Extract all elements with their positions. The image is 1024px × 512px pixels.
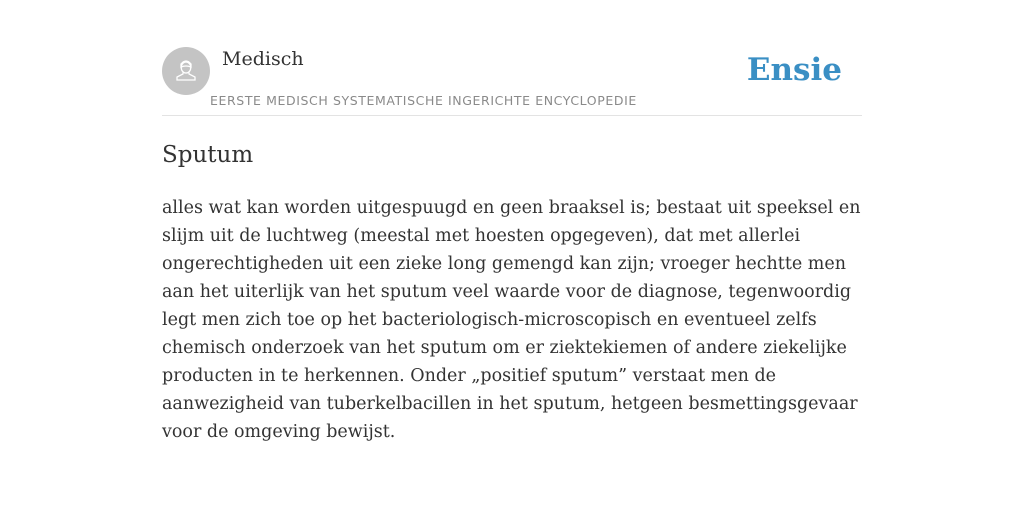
source-header — [162, 47, 862, 116]
entry-body: alles wat kan worden uitgespuugd en geen braaksel is; bestaat uit speeksel en slijm uit de luchtweg (meestal met hoesten opgegeven), dat met allerlei ongerechtigheden uit een zieke long gemengd kan zijn; vroeger hechtte men aan het uiterlijk van het sputum veel waarde voor de diagnose, tegenwoordig legt men zich toe op het bacteriologisch-microscopisch en eventueel zelfs chemisch onderzoek van het sputum om er ziektekiemen of andere ziekelijke producten in te herkennen. Onder „positief sputum” verstaat men de aanwezigheid van tuberkelbacillen in het sputum, hetgeen besmettingsgevaar voor de omgeving bewijst. — [162, 198, 861, 442]
source-avatar[interactable] — [162, 47, 210, 95]
source-subtitle: EERSTE MEDISCH SYSTEMATISCHE INGERICHTE ENCYCLOPEDIE — [210, 93, 637, 108]
entry-title: Sputum — [162, 142, 254, 168]
ensie-logo[interactable]: Ensie — [746, 52, 842, 88]
entry-card — [162, 47, 862, 446]
source-name[interactable]: Medisch — [222, 48, 304, 70]
user-silhouette-icon — [172, 55, 200, 87]
